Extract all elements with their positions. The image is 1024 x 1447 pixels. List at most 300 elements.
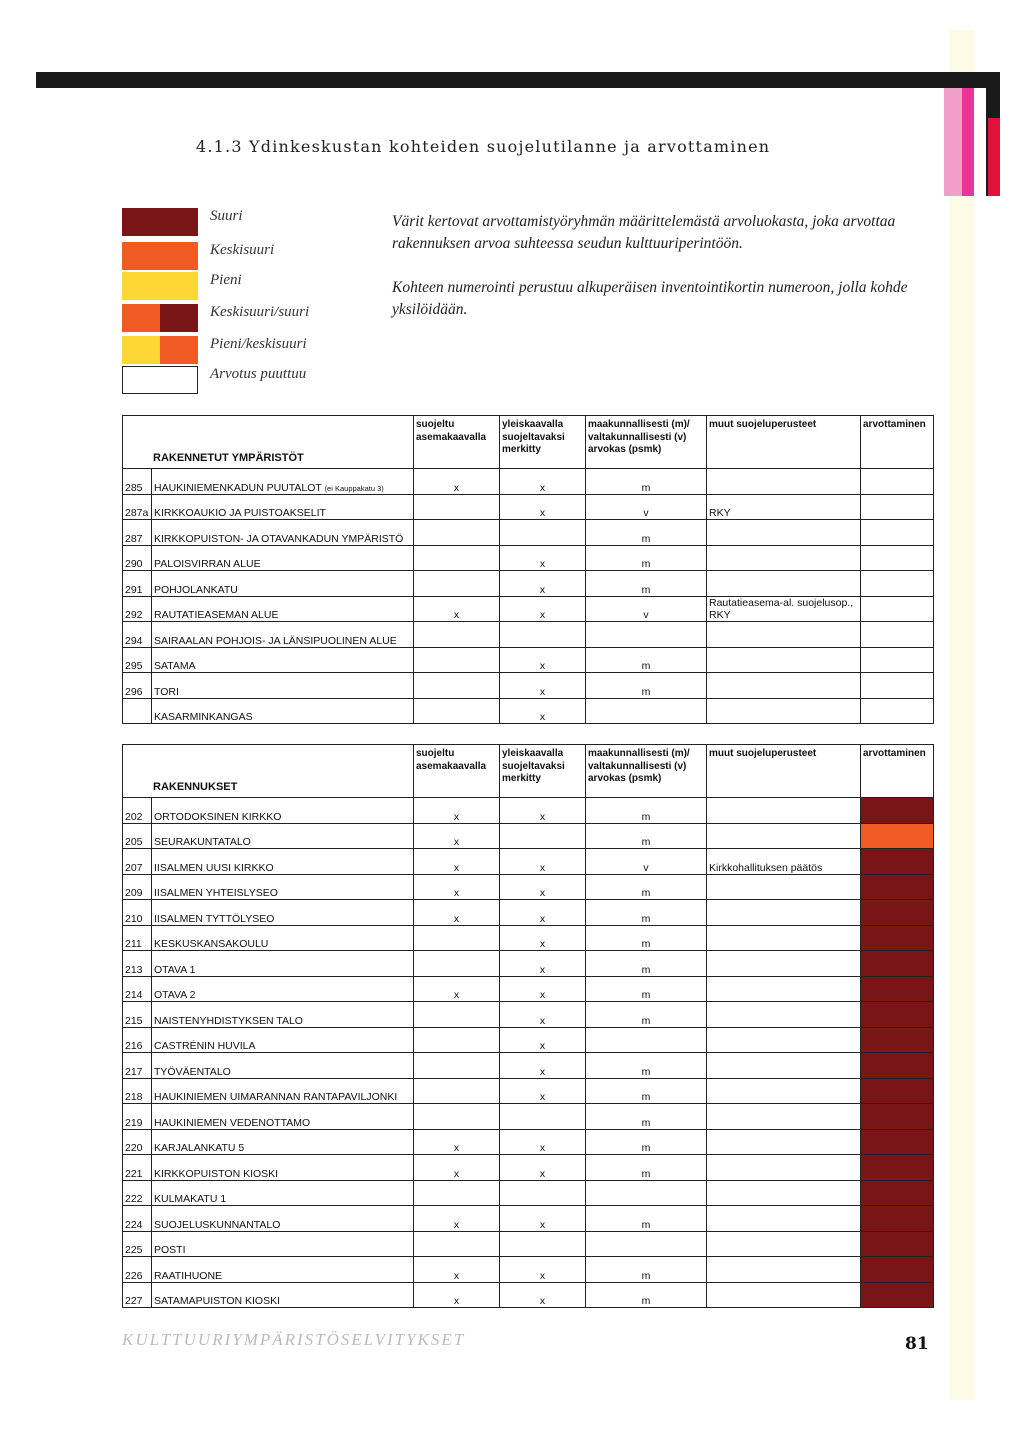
cell-suojeltu [414, 1180, 500, 1206]
cell-yleiskaava: x [500, 1078, 586, 1104]
col-header-yleiskaava: yleiskaavalla suojeltavaksi merkitty [500, 416, 586, 469]
row-name-text: KIRKKOPUISTON- JA OTAVANKADUN YMPÄRISTÖ [154, 532, 404, 545]
row-name-text: ORTODOKSINEN KIRKKO [154, 810, 282, 823]
cell-maakunnallisesti: m [586, 874, 707, 900]
table-row [123, 571, 934, 597]
cell-suojeltu: x [414, 1206, 500, 1232]
cell-suojeltu [414, 925, 500, 951]
row-number: 205 [123, 823, 152, 849]
legend-swatch-left [122, 304, 160, 332]
row-name-text: HAUKINIEMEN VEDENOTTAMO [154, 1116, 311, 1129]
row-number: 218 [123, 1078, 152, 1104]
col-header-maakunnallisesti: maakunnallisesti (m)/ valtakunnallisesti (v) arvokas (psmk) [586, 416, 707, 469]
row-name [152, 545, 414, 571]
cell-yleiskaava: x [500, 647, 586, 673]
numbering-explanation: Kohteen numerointi perustuu alkuperäisen inventointikortin numeroon, jolla kohde yksilöidään. [392, 279, 908, 318]
cell-muut [707, 520, 861, 546]
table-row [123, 798, 934, 824]
cell-yleiskaava: x [500, 900, 586, 926]
row-name [152, 469, 414, 495]
cell-arvottaminen [861, 622, 934, 648]
cell-suojeltu: x [414, 900, 500, 926]
col-header-arvottaminen: arvottaminen [861, 745, 934, 798]
cell-arvottaminen [861, 520, 934, 546]
cell-arvottaminen [861, 1257, 934, 1283]
row-number: 214 [123, 976, 152, 1002]
cell-maakunnallisesti [586, 698, 707, 724]
cell-suojeltu: x [414, 976, 500, 1002]
row-number: 217 [123, 1053, 152, 1079]
cell-suojeltu [414, 1027, 500, 1053]
table-row [123, 1104, 934, 1130]
page-number: 81 [905, 1334, 929, 1354]
cell-arvottaminen [861, 1180, 934, 1206]
table-row [123, 520, 934, 546]
row-number: 220 [123, 1129, 152, 1155]
cell-muut [707, 1129, 861, 1155]
cell-maakunnallisesti: m [586, 1155, 707, 1181]
cell-yleiskaava [500, 1231, 586, 1257]
cell-suojeltu [414, 1104, 500, 1130]
cell-suojeltu: x [414, 1257, 500, 1283]
cell-maakunnallisesti: m [586, 469, 707, 495]
cell-suojeltu: x [414, 596, 500, 622]
row-name [152, 823, 414, 849]
row-name [152, 798, 414, 824]
legend-label: Arvotus puuttuu [210, 366, 307, 382]
cell-muut [707, 874, 861, 900]
row-number: 290 [123, 545, 152, 571]
row-name [152, 1282, 414, 1308]
section-heading: 4.1.3 Ydinkeskustan kohteiden suojelutilanne ja arvottaminen [196, 137, 771, 156]
row-name-text: SUOJELUSKUNNANTALO [154, 1218, 281, 1231]
row-name-text: IISALMEN UUSI KIRKKO [154, 861, 274, 874]
row-name-text: IISALMEN YHTEISLYSEO [154, 887, 278, 899]
cell-muut [707, 622, 861, 648]
legend-item [122, 336, 382, 364]
cell-suojeltu [414, 698, 500, 724]
row-number: 287a [123, 494, 152, 520]
table-row [123, 1180, 934, 1206]
row-name [152, 951, 414, 977]
cell-yleiskaava [500, 622, 586, 648]
row-name-text: PALOISVIRRAN ALUE [154, 558, 261, 570]
row-number: 296 [123, 673, 152, 699]
row-name-text: TYÖVÄENTALO [154, 1065, 231, 1078]
row-number: 225 [123, 1231, 152, 1257]
table-row [123, 849, 934, 875]
row-name-text: POSTI [154, 1244, 186, 1256]
legend-swatch-left [122, 336, 160, 364]
row-name-text: SEURAKUNTATALO [154, 836, 251, 848]
table-title: RAKENNETUT YMPÄRISTÖT [123, 416, 414, 469]
cell-yleiskaava: x [500, 925, 586, 951]
cell-suojeltu [414, 951, 500, 977]
legend-swatch-left [122, 272, 160, 300]
cell-yleiskaava: x [500, 698, 586, 724]
row-name [152, 900, 414, 926]
cell-yleiskaava: x [500, 1002, 586, 1028]
cell-suojeltu: x [414, 1282, 500, 1308]
cell-suojeltu [414, 494, 500, 520]
legend-label: Pieni [210, 272, 242, 288]
col-header-suojeltu: suojeltu asemakaavalla [414, 416, 500, 469]
table-row [123, 1155, 934, 1181]
cell-muut [707, 698, 861, 724]
cell-arvottaminen [861, 1053, 934, 1079]
cell-maakunnallisesti: v [586, 596, 707, 622]
cell-yleiskaava: x [500, 976, 586, 1002]
cell-muut [707, 1053, 861, 1079]
legend-swatch-empty [122, 366, 198, 394]
col-header-suojeltu: suojeltu asemakaavalla [414, 745, 500, 798]
cell-arvottaminen [861, 823, 934, 849]
cell-suojeltu [414, 1002, 500, 1028]
legend-swatch-right [160, 336, 198, 364]
row-name [152, 1231, 414, 1257]
row-number: 209 [123, 874, 152, 900]
row-name-text: KULMAKATU 1 [154, 1193, 227, 1205]
legend-swatch-right [160, 304, 198, 332]
table-row [123, 976, 934, 1002]
cell-maakunnallisesti: m [586, 1129, 707, 1155]
cell-maakunnallisesti: m [586, 1002, 707, 1028]
table-row [123, 1231, 934, 1257]
cell-arvottaminen [861, 673, 934, 699]
cell-yleiskaava: x [500, 596, 586, 622]
legend-item [122, 242, 382, 270]
cell-maakunnallisesti: m [586, 976, 707, 1002]
section-tab-light-pink [944, 88, 962, 196]
cell-yleiskaava: x [500, 545, 586, 571]
cell-suojeltu: x [414, 798, 500, 824]
cell-maakunnallisesti [586, 1231, 707, 1257]
table-row [123, 1002, 934, 1028]
margin-strip [950, 30, 974, 1400]
row-name [152, 520, 414, 546]
row-name-text: TORI [154, 685, 179, 698]
table-row [123, 469, 934, 495]
cell-arvottaminen [861, 647, 934, 673]
row-number: 213 [123, 951, 152, 977]
cell-arvottaminen [861, 1129, 934, 1155]
legend-label: Keskisuuri/suuri [210, 304, 310, 320]
row-name-text: POHJOLANKATU [154, 583, 238, 596]
row-name [152, 647, 414, 673]
table-row [123, 673, 934, 699]
row-name [152, 1027, 414, 1053]
row-number: 295 [123, 647, 152, 673]
row-number: 215 [123, 1002, 152, 1028]
row-name [152, 925, 414, 951]
row-number: 227 [123, 1282, 152, 1308]
table-title: RAKENNUKSET [123, 745, 414, 798]
cell-arvottaminen [861, 976, 934, 1002]
cell-yleiskaava: x [500, 494, 586, 520]
legend-swatch-left [122, 208, 160, 236]
cell-yleiskaava: x [500, 1155, 586, 1181]
row-name-text: SAIRAALAN POHJOIS- JA LÄNSIPUOLINEN ALUE [154, 634, 397, 647]
cell-maakunnallisesti: m [586, 1078, 707, 1104]
cell-arvottaminen [861, 1282, 934, 1308]
row-name [152, 1206, 414, 1232]
legend-label: Keskisuuri [210, 242, 275, 258]
cell-muut: Kirkkohallituksen päätös [707, 849, 861, 875]
table-row [123, 494, 934, 520]
row-name [152, 1104, 414, 1130]
cell-suojeltu [414, 1053, 500, 1079]
legend-item [122, 208, 382, 236]
cell-yleiskaava: x [500, 951, 586, 977]
cell-maakunnallisesti [586, 1027, 707, 1053]
table-row [123, 1027, 934, 1053]
row-number: 207 [123, 849, 152, 875]
cell-yleiskaava: x [500, 1053, 586, 1079]
legend-item [122, 272, 382, 300]
legend-item [122, 304, 382, 332]
cell-suojeltu [414, 1231, 500, 1257]
table-row [123, 925, 934, 951]
table-row [123, 874, 934, 900]
row-number: 216 [123, 1027, 152, 1053]
cell-muut [707, 1027, 861, 1053]
table-row [123, 698, 934, 724]
table-row [123, 545, 934, 571]
cell-yleiskaava: x [500, 571, 586, 597]
table-row [123, 1257, 934, 1283]
cell-arvottaminen [861, 1155, 934, 1181]
cell-arvottaminen [861, 951, 934, 977]
row-number [123, 698, 152, 724]
row-name-text: IISALMEN TYTTÖLYSEO [154, 912, 275, 925]
cell-maakunnallisesti: m [586, 647, 707, 673]
cell-muut: Rautatieasema-al. suojelusop., RKY [707, 596, 861, 622]
cell-arvottaminen [861, 698, 934, 724]
row-number: 285 [123, 469, 152, 495]
cell-arvottaminen [861, 925, 934, 951]
cell-yleiskaava: x [500, 673, 586, 699]
row-name-text: SATAMAPUISTON KIOSKI [154, 1295, 281, 1307]
row-name-text: OTAVA 2 [154, 989, 196, 1001]
cell-arvottaminen [861, 596, 934, 622]
table-row [123, 1282, 934, 1308]
table-row [123, 951, 934, 977]
row-number: 202 [123, 798, 152, 824]
cell-arvottaminen [861, 900, 934, 926]
cell-maakunnallisesti: v [586, 494, 707, 520]
legend-explanation: Värit kertovat arvottamistyöryhmän määrittelemästä arvoluokasta, joka arvottaa rakennuksen arvoa suhteessa seudun kulttuuriperintöön. [392, 213, 896, 252]
table-row [123, 823, 934, 849]
row-name-text: RAATIHUONE [154, 1269, 223, 1282]
cell-maakunnallisesti [586, 622, 707, 648]
row-number: 210 [123, 900, 152, 926]
row-name-text: CASTRÉNIN HUVILA [154, 1040, 256, 1052]
cell-arvottaminen [861, 1231, 934, 1257]
legend-swatch-right [160, 242, 198, 270]
cell-suojeltu [414, 673, 500, 699]
legend-swatch-right [160, 208, 198, 236]
table-row [123, 1053, 934, 1079]
cell-maakunnallisesti: m [586, 900, 707, 926]
cell-muut [707, 976, 861, 1002]
cell-muut [707, 900, 861, 926]
cell-maakunnallisesti: m [586, 1206, 707, 1232]
cell-yleiskaava: x [500, 1206, 586, 1232]
row-name [152, 673, 414, 699]
table-row [123, 647, 934, 673]
cell-arvottaminen [861, 874, 934, 900]
cell-arvottaminen [861, 469, 934, 495]
cell-maakunnallisesti: m [586, 1257, 707, 1283]
row-name [152, 976, 414, 1002]
cell-yleiskaava: x [500, 874, 586, 900]
footer-title: KULTTUURIYMPÄRISTÖSELVITYKSET [122, 1330, 466, 1349]
table-row [123, 1206, 934, 1232]
cell-maakunnallisesti: m [586, 823, 707, 849]
cell-muut [707, 1206, 861, 1232]
top-rule [36, 72, 1000, 88]
row-name [152, 874, 414, 900]
row-name [152, 622, 414, 648]
cell-maakunnallisesti: m [586, 798, 707, 824]
row-number: 226 [123, 1257, 152, 1283]
cell-suojeltu: x [414, 1129, 500, 1155]
legend-swatch-left [122, 242, 160, 270]
row-name-text: KARJALANKATU 5 [154, 1142, 245, 1154]
cell-muut [707, 798, 861, 824]
row-name-note: (ei Kauppakatu 3) [324, 483, 384, 493]
row-number: 224 [123, 1206, 152, 1232]
cell-muut [707, 1078, 861, 1104]
cell-yleiskaava: x [500, 1027, 586, 1053]
row-name [152, 1180, 414, 1206]
cell-muut: RKY [707, 494, 861, 520]
cell-arvottaminen [861, 1206, 934, 1232]
cell-suojeltu: x [414, 874, 500, 900]
row-name [152, 1155, 414, 1181]
cell-arvottaminen [861, 545, 934, 571]
cell-maakunnallisesti [586, 1180, 707, 1206]
cell-maakunnallisesti: m [586, 673, 707, 699]
cell-muut [707, 925, 861, 951]
table-buildings [122, 744, 934, 1308]
cell-yleiskaava [500, 1180, 586, 1206]
cell-maakunnallisesti: m [586, 571, 707, 597]
col-header-maakunnallisesti: maakunnallisesti (m)/ valtakunnallisesti (v) arvokas (psmk) [586, 745, 707, 798]
cell-yleiskaava [500, 520, 586, 546]
cell-muut [707, 1282, 861, 1308]
cell-suojeltu [414, 545, 500, 571]
row-name-text: OTAVA 1 [154, 963, 196, 976]
cell-muut [707, 1180, 861, 1206]
col-header-arvottaminen: arvottaminen [861, 416, 934, 469]
cell-maakunnallisesti: m [586, 1104, 707, 1130]
cell-muut [707, 571, 861, 597]
cell-maakunnallisesti: m [586, 1053, 707, 1079]
row-name-text: HAUKINIEMEN UIMARANNAN RANTAPAVILJONKI [154, 1091, 398, 1103]
row-name-text: KASARMINKANGAS [154, 711, 253, 723]
cell-maakunnallisesti: m [586, 951, 707, 977]
row-number: 221 [123, 1155, 152, 1181]
legend-label: Pieni/keskisuuri [210, 336, 307, 352]
row-number: 292 [123, 596, 152, 622]
row-name-text: SATAMA [154, 660, 196, 672]
table-row [123, 900, 934, 926]
cell-maakunnallisesti: m [586, 925, 707, 951]
cell-muut [707, 545, 861, 571]
cell-arvottaminen [861, 494, 934, 520]
cell-maakunnallisesti: m [586, 1282, 707, 1308]
cell-yleiskaava [500, 1104, 586, 1130]
cell-yleiskaava: x [500, 849, 586, 875]
cell-suojeltu: x [414, 1155, 500, 1181]
cell-maakunnallisesti: m [586, 545, 707, 571]
cell-suojeltu: x [414, 823, 500, 849]
cell-arvottaminen [861, 1078, 934, 1104]
cell-yleiskaava: x [500, 469, 586, 495]
cell-yleiskaava: x [500, 1129, 586, 1155]
row-name [152, 1078, 414, 1104]
row-name [152, 1002, 414, 1028]
cell-arvottaminen [861, 849, 934, 875]
row-name [152, 596, 414, 622]
row-name-text: HAUKINIEMENKADUN PUUTALOT [154, 481, 322, 494]
legend-item [122, 366, 382, 394]
col-header-muut: muut suojeluperusteet [707, 745, 861, 798]
table-row [123, 596, 934, 622]
table-row [123, 622, 934, 648]
table-built-environments [122, 415, 934, 724]
row-name [152, 1053, 414, 1079]
legend-swatch-right [160, 272, 198, 300]
row-number: 219 [123, 1104, 152, 1130]
cell-muut [707, 469, 861, 495]
cell-maakunnallisesti: v [586, 849, 707, 875]
table-row [123, 1078, 934, 1104]
row-name-text: RAUTATIEASEMAN ALUE [154, 609, 279, 621]
col-header-muut: muut suojeluperusteet [707, 416, 861, 469]
row-name-text: NAISTENYHDISTYKSEN TALO [154, 1014, 303, 1027]
cell-muut [707, 1002, 861, 1028]
row-number: 294 [123, 622, 152, 648]
cell-suojeltu: x [414, 469, 500, 495]
cell-suojeltu [414, 571, 500, 597]
row-name [152, 494, 414, 520]
cell-arvottaminen [861, 1002, 934, 1028]
cell-maakunnallisesti: m [586, 520, 707, 546]
cell-muut [707, 1231, 861, 1257]
section-tab-red [988, 118, 1000, 196]
row-name-text: KIRKKOAUKIO JA PUISTOAKSELIT [154, 507, 326, 519]
cell-suojeltu: x [414, 849, 500, 875]
cell-muut [707, 1104, 861, 1130]
cell-muut [707, 673, 861, 699]
cell-yleiskaava [500, 823, 586, 849]
cell-arvottaminen [861, 1027, 934, 1053]
row-name [152, 571, 414, 597]
row-name [152, 1257, 414, 1283]
cell-muut [707, 823, 861, 849]
cell-suojeltu [414, 1078, 500, 1104]
row-name-text: KIRKKOPUISTON KIOSKI [154, 1167, 279, 1180]
cell-muut [707, 1257, 861, 1283]
legend-label: Suuri [210, 208, 243, 224]
cell-muut [707, 951, 861, 977]
cell-yleiskaava: x [500, 1257, 586, 1283]
cell-muut [707, 1155, 861, 1181]
cell-yleiskaava: x [500, 1282, 586, 1308]
cell-suojeltu [414, 520, 500, 546]
